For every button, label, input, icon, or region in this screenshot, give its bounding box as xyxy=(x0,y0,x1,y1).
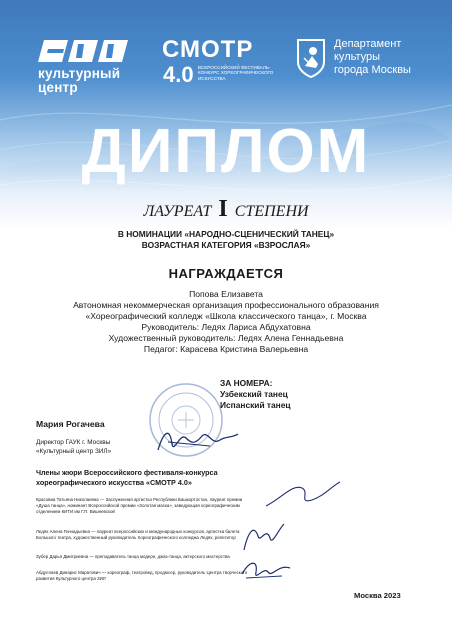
recipient-name: Попова Елизавета xyxy=(189,289,263,299)
zil-logo-line2: центр xyxy=(38,80,78,95)
laureate-prefix: ЛАУРЕАТ xyxy=(143,203,212,220)
age-category-line: ВОЗРАСТНАЯ КАТЕГОРИЯ «ВЗРОСЛАЯ» xyxy=(141,240,311,250)
jury-signature-icon xyxy=(238,518,288,556)
jury-member: Зубер Дарья Дмитриевна — преподаватель танца модерн, джаз-танца, актерского мастерства xyxy=(36,554,230,559)
zil-logo-icon xyxy=(38,40,130,62)
jury-signature-icon xyxy=(238,556,294,586)
smotr-logo-subtitle: ВСЕРОССИЙСКИЙ ФЕСТИВАЛЬ-КОНКУРС ХОРЕОГРАФИЧЕСКОГО ИСКУССТВА xyxy=(198,65,274,81)
smotr-logo-number: 4.0 xyxy=(163,62,194,87)
jury-title-line1: Члены жюри Всероссийского фестиваля-конкурса xyxy=(36,468,218,477)
laureate-line xyxy=(0,196,452,223)
director-name: Мария Рогачева xyxy=(36,419,105,429)
supervisor-line: Руководитель: Ледях Лариса Абдухатовна xyxy=(141,322,311,332)
diploma-title: ДИПЛОМ xyxy=(81,117,371,186)
laureate-degree: I xyxy=(218,196,228,222)
jury-member: Ледях Алена Геннадьевна — лауреат всероссийских и международных конкурсов, артистка балета Большого театра, художественный руководитель Хореографического колледжа Ледях, репетитор xyxy=(36,529,240,540)
city-year: Москва 2023 xyxy=(354,591,401,600)
nomination-line: В НОМИНАЦИИ «НАРОДНО-СЦЕНИЧЕСКИЙ ТАНЕЦ» xyxy=(117,229,335,239)
number-item: Испанский танец xyxy=(220,400,291,410)
jury-signature-icon xyxy=(262,478,342,514)
jury-member: Абдуллаев Динарис Маратович — хореограф, театровед, продюсер, руководитель Центра творческого развития Культурного центра ЗИЛ xyxy=(36,570,248,581)
numbers-block xyxy=(220,378,291,411)
number-item: Узбекский танец xyxy=(220,389,288,399)
jury-member: Красовиа Татьяна Николаевна — Заслуженная артистка Республики Башкортостан, лауреат премии «Душа танца», номинант Всероссийской премии «Золотая маска», заведующая хореографическим отделением КИТИ им Г.П. Вишневской xyxy=(36,497,243,514)
numbers-label: ЗА НОМЕРА: xyxy=(220,378,273,388)
recipient-info xyxy=(30,289,422,355)
artistic-director-line: Художественный руководитель: Ледях Алена Геннадьевна xyxy=(108,333,344,343)
department-name xyxy=(334,38,434,77)
director-position xyxy=(36,439,111,456)
nomination-block xyxy=(0,229,452,251)
organization-line2: «Хореографический колледж «Школа классического танца», г. Москва xyxy=(85,311,367,321)
director-position-line2: «Культурный центр ЗИЛ» xyxy=(36,447,112,455)
department-line1: Департамент xyxy=(334,38,402,50)
department-line2: культуры xyxy=(334,51,381,63)
jury-title xyxy=(36,468,218,487)
director-signature-icon xyxy=(150,420,240,460)
teacher-line: Педагог: Карасева Кристина Валерьевна xyxy=(143,344,309,354)
smotr-logo-title: СМОТР xyxy=(162,36,254,63)
jury-title-line2: хореографического искусства «СМОТР 4.0» xyxy=(36,477,192,487)
zil-logo-line1: культурный xyxy=(38,66,121,81)
laureate-suffix: СТЕПЕНИ xyxy=(234,203,309,220)
department-line3: города Москвы xyxy=(334,64,411,76)
director-position-line1: Директор ГАУК г. Москвы xyxy=(36,439,111,446)
moscow-coat-of-arms-icon xyxy=(296,38,326,78)
organization-line1: Автономная некоммерческая организация профессионального образования xyxy=(73,300,379,310)
awarded-heading: НАГРАЖДАЕТСЯ xyxy=(168,266,284,281)
